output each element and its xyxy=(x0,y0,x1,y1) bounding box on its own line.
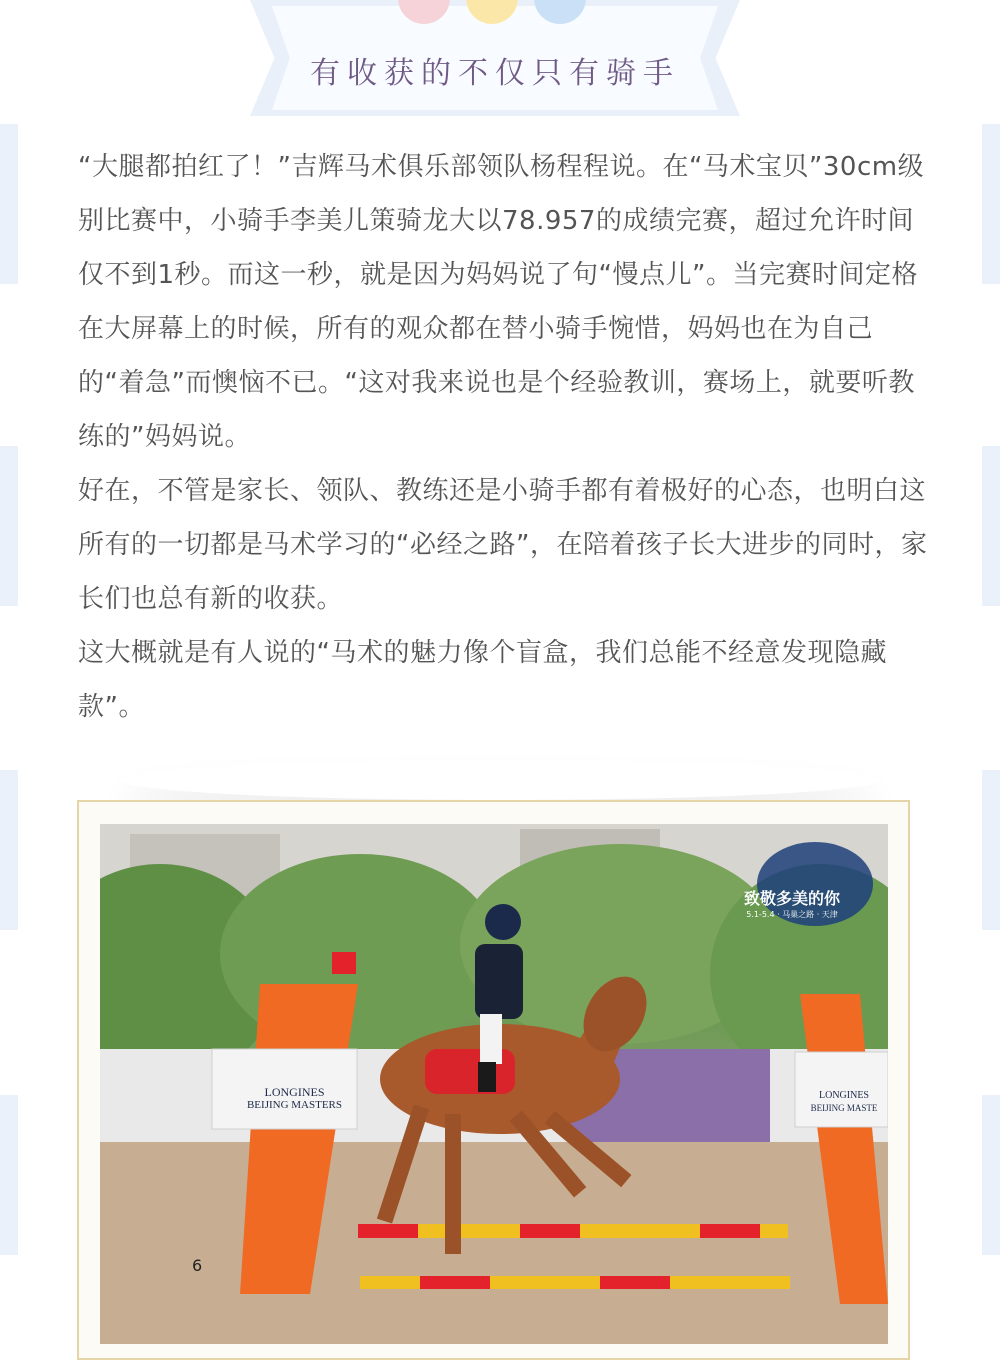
photo-shadow xyxy=(120,760,880,800)
left-side-stripe xyxy=(0,124,18,284)
show-jumping-photo xyxy=(100,824,888,1344)
section-header xyxy=(250,0,740,116)
right-side-stripe xyxy=(982,124,1000,284)
right-side-stripe xyxy=(982,446,1000,606)
left-side-stripe xyxy=(0,446,18,606)
article-body xyxy=(78,140,928,734)
left-side-stripe xyxy=(0,770,18,930)
sponsor-logo-text-right: LONGINES xyxy=(819,1090,869,1101)
fence-number: 6 xyxy=(192,1256,203,1275)
sponsor-logo-subtext-right: BEIJING MASTE xyxy=(810,1103,878,1113)
article-paragraph: 好在，不管是家长、领队、教练还是小骑手都有着极好的心态，也明白这所有的一切都是马术学习的“必经之路”，在陪着孩子长大进步的同时，家长们也总有新的收获。 xyxy=(78,476,928,614)
event-logo-text: 致敬多美的你 xyxy=(743,889,840,908)
right-side-stripe xyxy=(982,770,1000,930)
article-paragraph: “大腿都拍红了！”吉辉马术俱乐部领队杨程程说。在“马术宝贝”30cm级别比赛中，小骑手李美儿策骑龙大以78.957的成绩完赛，超过允许时间仅不到1秒。而这一秒，就是因为妈妈说了句“慢点儿”。当完赛时间定格在大屏幕上的时候，所有的观众都在替小骑手惋惜，妈妈也在为自己的“着急”而懊恼不已。“这对我来说也是个经验教训，赛场上，就要听教练的”妈妈说。 xyxy=(78,152,925,452)
right-side-stripe xyxy=(982,1095,1000,1255)
section-title: 有收获的不仅只有骑手 xyxy=(310,56,680,91)
event-logo-subtext: 5.1-5.4 · 马巢之路 · 天津 xyxy=(746,910,838,919)
left-side-stripe xyxy=(0,1095,18,1255)
sponsor-logo-text: LONGINES xyxy=(264,1085,325,1099)
article-paragraph: 这大概就是有人说的“马术的魅力像个盲盒，我们总能不经意发现隐藏款”。 xyxy=(78,638,887,722)
sponsor-logo-subtext: BEIJING MASTERS xyxy=(246,1099,343,1111)
